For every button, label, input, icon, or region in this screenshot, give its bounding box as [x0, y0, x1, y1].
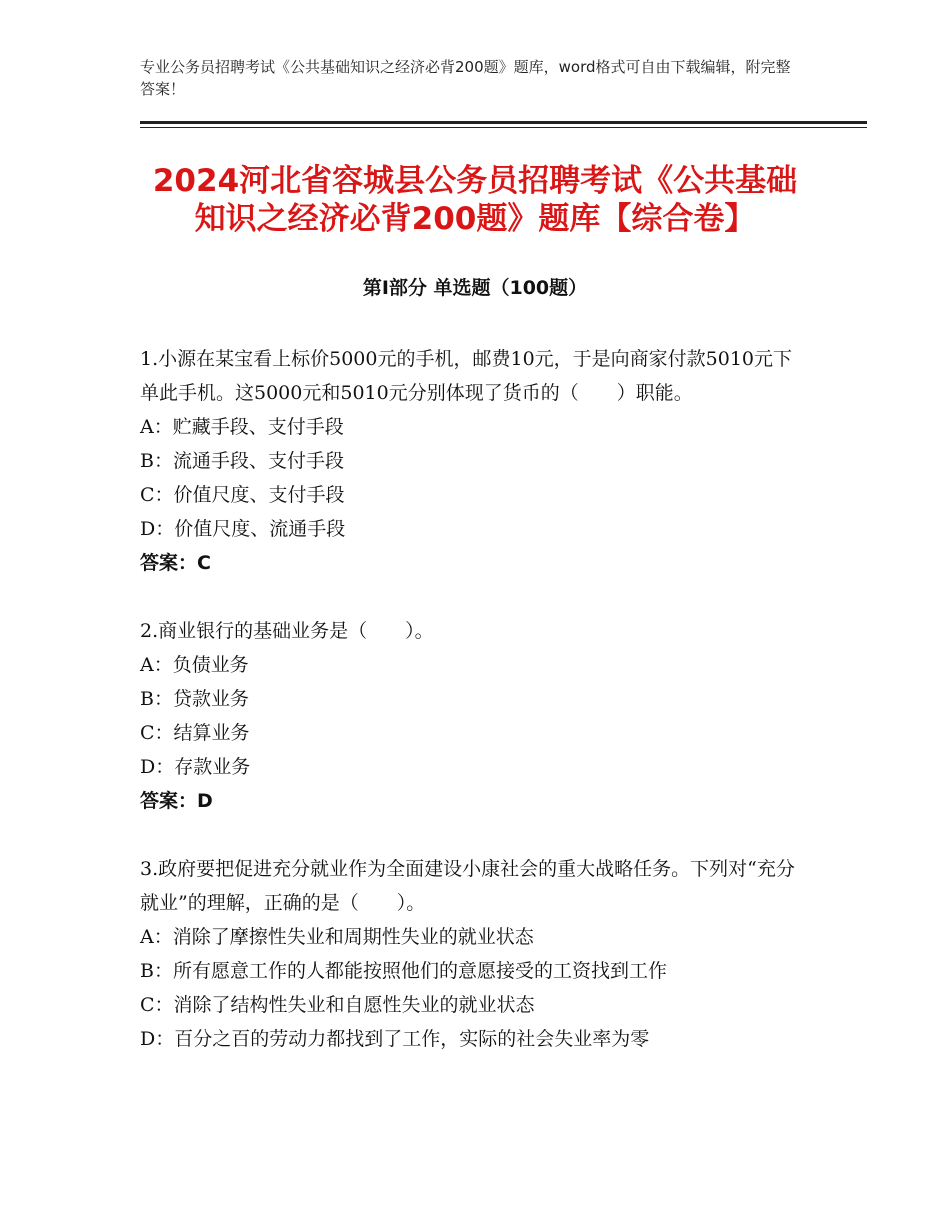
option-c: C：价值尺度、支付手段	[140, 484, 345, 506]
option-a: A：消除了摩擦性失业和周期性失业的就业状态	[140, 926, 534, 948]
option-c: C：结算业务	[140, 722, 250, 744]
question-text: 3.政府要把促进充分就业作为全面建设小康社会的重大战略任务。下列对“充分就业”的理解，正确的是（ ）。	[140, 858, 795, 914]
section-heading: 第I部分 单选题（100题）	[362, 277, 588, 299]
option-d: D：百分之百的劳动力都找到了工作，实际的社会失业率为零	[140, 1028, 650, 1050]
question-text: 1.小源在某宝看上标价5000元的手机，邮费10元，于是向商家付款5010元下单此手机。这5000元和5010元分别体现了货币的（ ）职能。	[140, 348, 793, 404]
question-list	[140, 342, 800, 1090]
option-a: A：负债业务	[140, 654, 249, 676]
option-d: D：价值尺度、流通手段	[140, 518, 346, 540]
question-1	[140, 342, 800, 580]
option-b: B：贷款业务	[140, 688, 249, 710]
question-2	[140, 614, 800, 818]
option-a: A：贮藏手段、支付手段	[140, 416, 344, 438]
document-title: 2024河北省容城县公务员招聘考试《公共基础知识之经济必背200题》题库【综合卷】	[152, 163, 798, 237]
answer: 答案：C	[140, 552, 211, 574]
header-rule-thin	[140, 127, 867, 128]
question-3	[140, 852, 800, 1056]
option-b: B：所有愿意工作的人都能按照他们的意愿接受的工资找到工作	[140, 960, 667, 982]
answer: 答案：D	[140, 790, 213, 812]
option-c: C：消除了结构性失业和自愿性失业的就业状态	[140, 994, 535, 1016]
question-text: 2.商业银行的基础业务是（ ）。	[140, 620, 434, 642]
header-note: 专业公务员招聘考试《公共基础知识之经济必背200题》题库，word格式可自由下载编辑，附完整答案！	[140, 58, 791, 98]
option-d: D：存款业务	[140, 756, 251, 778]
option-b: B：流通手段、支付手段	[140, 450, 344, 472]
header-rule-thick	[140, 121, 867, 124]
